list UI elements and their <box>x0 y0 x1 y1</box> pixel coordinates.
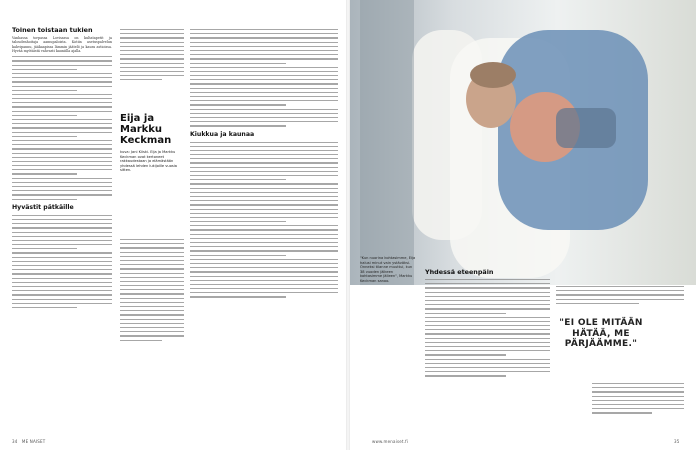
person-name: Eija ja Markku Keckman <box>120 113 172 146</box>
left-column-1 <box>12 26 112 311</box>
body-text-block <box>425 279 550 377</box>
section-heading-yhdessa: Yhdessä eteenpäin <box>425 268 494 276</box>
body-text-block <box>12 56 112 200</box>
right-column-2-top <box>556 283 684 307</box>
footer-url <box>372 439 408 444</box>
section-heading-kiukku: Kiukkua ja kaunaa <box>190 130 255 138</box>
body-text-block <box>190 142 338 298</box>
footer-right <box>674 439 680 444</box>
right-column-1 <box>425 268 550 380</box>
section-heading-hyvastit: Hyvästit pätkäille <box>12 203 74 211</box>
right-column-2-bottom <box>592 380 684 417</box>
body-text-block <box>592 383 684 414</box>
left-column-3 <box>190 26 338 301</box>
person-info-box <box>120 113 184 173</box>
pull-quote: "EI OLE MITÄÄN HÄTÄÄ, ME PÄRJÄÄMME." <box>559 318 643 349</box>
left-column-2-lower <box>120 236 184 344</box>
body-text-block <box>12 215 112 308</box>
magazine-name: ME NAISET <box>21 439 46 444</box>
body-text-block <box>190 29 338 127</box>
intro-paragraph: Vanhassa torpassa Lovisassa on kultatapetit ja taloudenhoitaja aamupaloista. Kotiin asetuspalvelun kahvipannu, jääkaapissa lämmin jäätelö ja kaura astioissa. Hyvää myötäistä vahvasti kauniilla ajalla. <box>12 36 112 53</box>
page-number-right: 35 <box>674 439 680 444</box>
page-number-left: 34 <box>12 439 18 444</box>
body-text-block <box>120 239 184 341</box>
footer-left <box>12 439 45 444</box>
couple-photo <box>350 0 696 285</box>
body-text-block <box>120 29 184 80</box>
photo-caption: "Kun nuorina kohtasimme, Eija halusi minut vain ystäväksi. Onneksi tilanne muuttui, kun 38 vuoden jälkeen kohtasimme jälleen", Markku Keckman sanoo. <box>360 256 416 283</box>
body-text-block <box>556 286 684 304</box>
left-column-2 <box>120 26 184 83</box>
website-url: www.menaiset.fi <box>372 439 409 444</box>
person-bio: kuva: Jani Kiiski. Eija ja Markku Keckman ovat kertoneet rakkaudestaan ja elämästään yhdessä lehden lukijoille vuosia sitten. <box>120 150 177 173</box>
section-heading-tuki: Toinen toistaan tukien <box>12 26 93 34</box>
